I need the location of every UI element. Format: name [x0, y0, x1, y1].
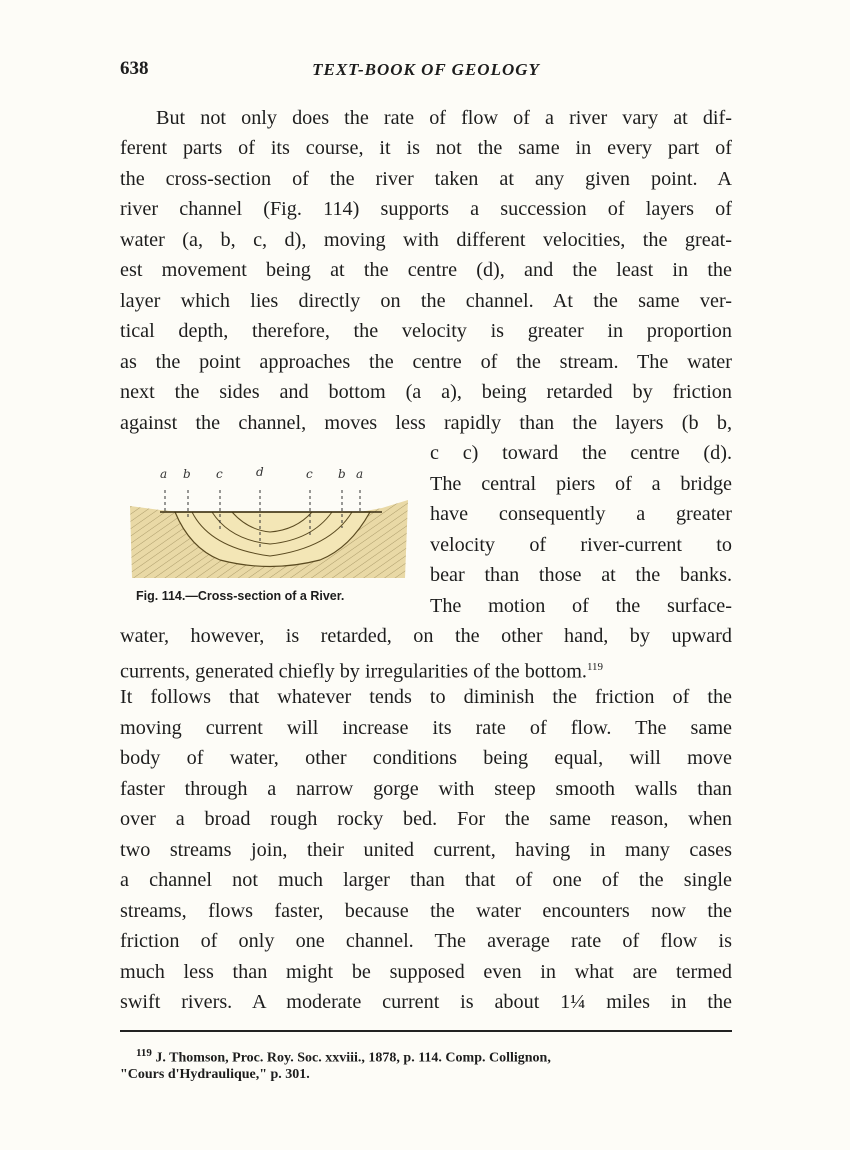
figure-label-b-right: b [338, 467, 346, 481]
body-line: It follows that whatever tends to diminish the friction of the [120, 686, 732, 708]
body-line: est movement being at the centre (d), and the least in the [120, 259, 732, 281]
body-line: a channel not much larger than that of one of the single [120, 869, 732, 891]
side-line: have consequently a greater [430, 503, 732, 525]
body-line: moving current will increase its rate of flow. The same [120, 717, 732, 739]
body-line: as the point approaches the centre of the stream. The water [120, 351, 732, 373]
body-line: But not only does the rate of flow of a river vary at dif- [156, 107, 732, 129]
body-line: much less than might be supposed even in what are termed [120, 961, 732, 983]
footnote-rule [120, 1030, 732, 1032]
running-header [120, 58, 732, 88]
side-line: bear than those at the banks. [430, 564, 732, 586]
figure-label-a-left: a [160, 467, 168, 481]
figure-label-c-left: c [216, 467, 223, 481]
body-line: ferent parts of its course, it is not the same in every part of [120, 137, 732, 159]
figure-caption: Fig. 114.—Cross-section of a River. [136, 589, 345, 603]
figure-label-a-right: a [356, 467, 364, 481]
body-line: layer which lies directly on the channel. At the same ver- [120, 290, 732, 312]
page-number: 638 [120, 58, 149, 79]
body-line: the cross-section of the river taken at any given point. A [120, 168, 732, 190]
body-line: body of water, other conditions being equal, will move [120, 747, 732, 769]
body-line: water, however, is retarded, on the other hand, by upward [120, 625, 732, 647]
figure-label-c-right: c [306, 467, 313, 481]
side-line: The motion of the surface- [430, 595, 732, 617]
side-line: velocity of river-current to [430, 534, 732, 556]
footnote-line [136, 1047, 551, 1067]
footnote-text: J. Thomson, Proc. Roy. Soc. xxviii., 1878, p. 114. Comp. Collignon, [155, 1050, 551, 1066]
footnote-line-2: "Cours d'Hydraulique," p. 301. [120, 1067, 310, 1082]
body-line: two streams join, their united current, having in many cases [120, 839, 732, 861]
body-line: friction of only one channel. The average rate of flow is [120, 930, 732, 952]
body-line-text: currents, generated chiefly by irregularities of the bottom. [120, 660, 587, 683]
footnote-reference: 119 [586, 661, 604, 673]
footnote-number: 119 [136, 1047, 152, 1059]
body-line: tical depth, therefore, the velocity is greater in proportion [120, 320, 732, 342]
running-title: TEXT-BOOK OF GEOLOGY [312, 60, 540, 79]
figure-label-b-left: b [183, 467, 191, 481]
side-line: The central piers of a bridge [430, 473, 732, 495]
body-line: over a broad rough rocky bed. For the same reason, when [120, 808, 732, 830]
body-line: next the sides and bottom (a a), being retarded by friction [120, 381, 732, 403]
body-line: river channel (Fig. 114) supports a succession of layers of [120, 198, 732, 220]
body-line: swift rivers. A moderate current is about 1¼ miles in the [120, 991, 732, 1013]
body-line: against the channel, moves less rapidly than the layers (b b, [120, 412, 732, 434]
body-line: water (a, b, c, d), moving with different velocities, the great- [120, 229, 732, 251]
figure-label-d: d [256, 465, 264, 479]
body-line: faster through a narrow gorge with steep smooth walls than [120, 778, 732, 800]
body-line: streams, flows faster, because the water encounters now the [120, 900, 732, 922]
side-line: c c) toward the centre (d). [430, 442, 732, 464]
